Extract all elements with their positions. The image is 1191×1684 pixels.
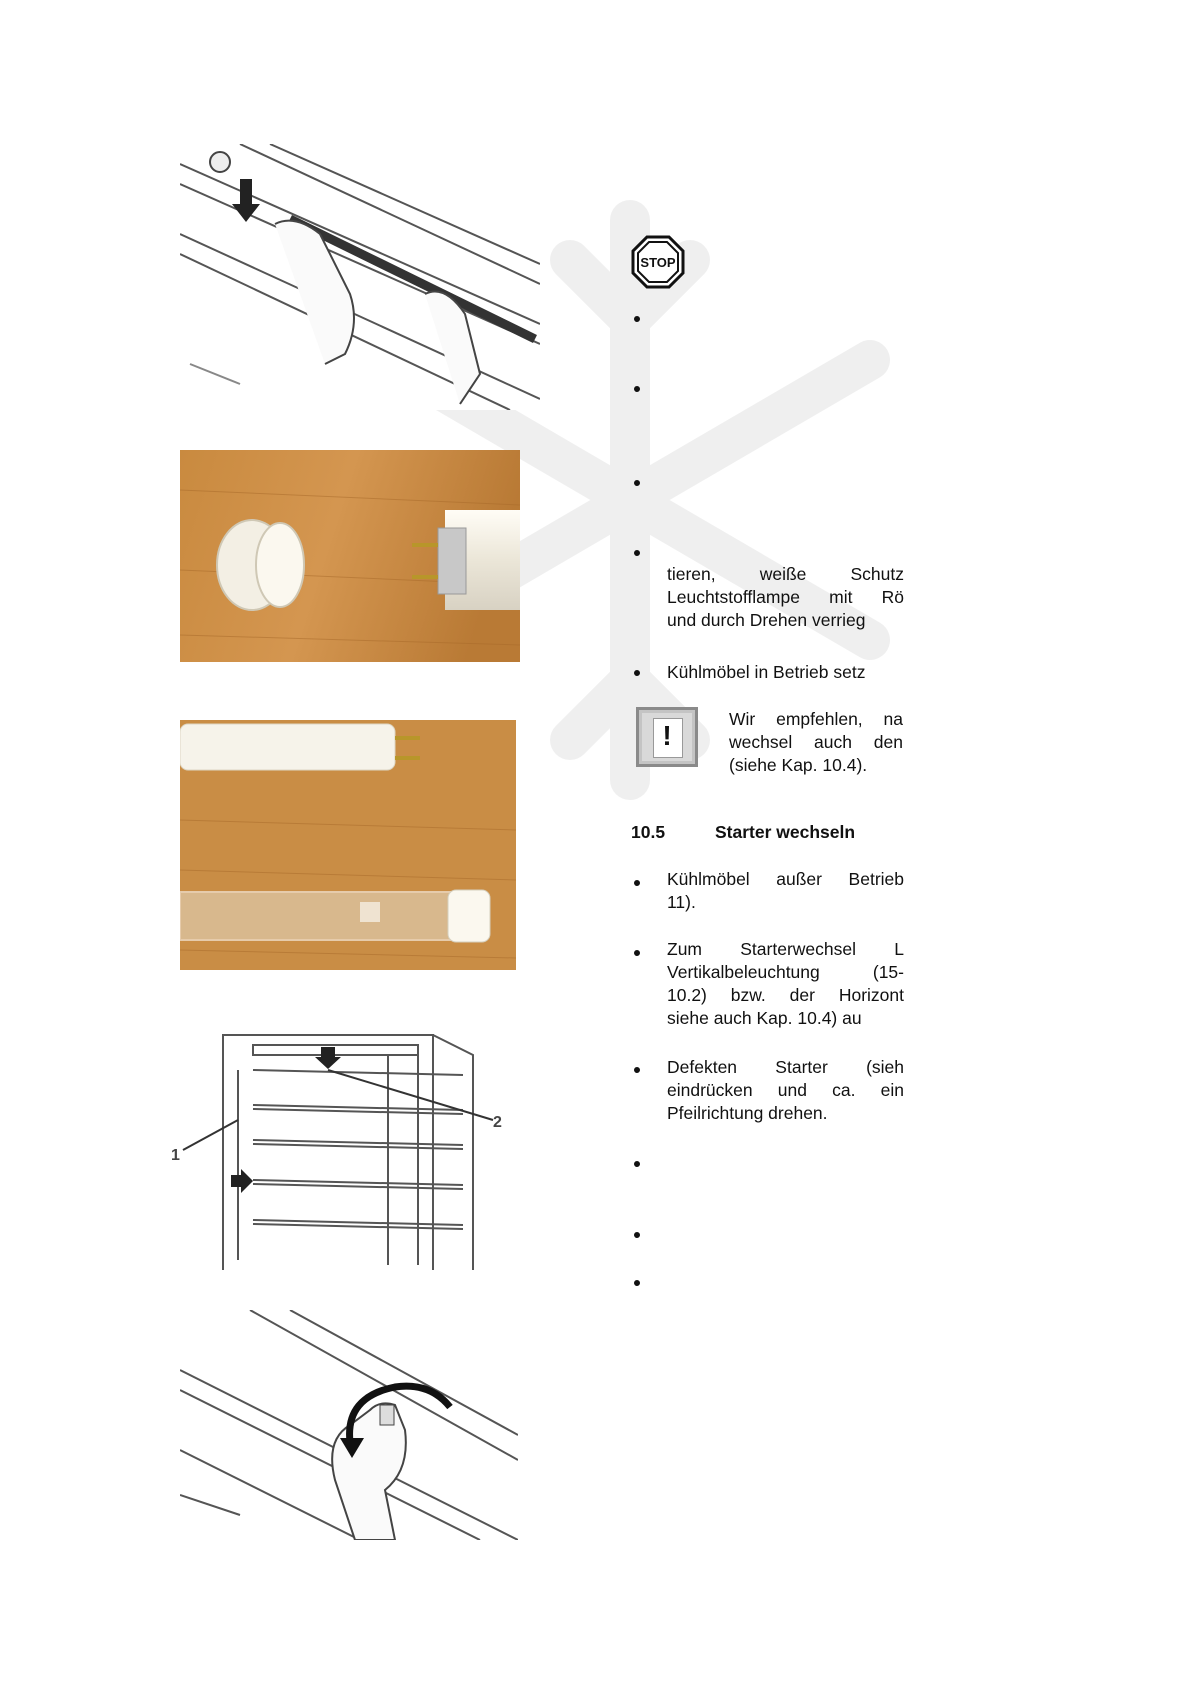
step-reassemble [667, 563, 904, 638]
figure-cabinet-diagram [163, 1025, 503, 1270]
exclamation-icon [636, 707, 698, 767]
bullet [634, 950, 640, 956]
step-line: siehe auch Kap. 10.4) au [667, 1008, 862, 1028]
section-title: Starter wechseln [715, 822, 856, 842]
step-start-cabinet [667, 661, 904, 687]
step-line: Zum Starterwechsel L [667, 939, 904, 959]
bullet [634, 550, 640, 556]
note-line: (siehe Kap. 10.4). [729, 755, 868, 775]
stop-label: STOP [640, 255, 676, 270]
figure-remove-tube [180, 144, 540, 410]
note-text [729, 708, 903, 780]
figure-end-cap-photo [180, 450, 520, 662]
bullet [634, 480, 640, 486]
section-number: 10.5 [631, 822, 666, 842]
step-starter-access [667, 938, 904, 1033]
step-line: Leuchtstofflampe mit Rö [667, 587, 904, 607]
step-line: und durch Drehen verrieg [667, 610, 866, 630]
exclamation-mark: ! [662, 720, 672, 751]
step-line: Vertikalbeleuchtung (15- [667, 962, 904, 982]
stop-sign-icon [631, 235, 685, 289]
bullet [634, 1280, 640, 1286]
step-line: Kühlmöbel in Betrieb setz [667, 662, 866, 682]
bullet [634, 670, 640, 676]
figure-turn-starter [180, 1310, 518, 1540]
figure-tube-sleeve-photo [180, 720, 516, 970]
bullet [634, 316, 640, 322]
note-line: Wir empfehlen, na [729, 709, 903, 729]
bullet [634, 386, 640, 392]
callout-label-2: 2 [493, 1114, 502, 1131]
bullet [634, 880, 640, 886]
bullet [634, 1067, 640, 1073]
step-line: Defekten Starter (sieh [667, 1057, 904, 1077]
bullet [634, 1161, 640, 1167]
step-line: tieren, weiße Schutz [667, 564, 904, 584]
bullet [634, 1232, 640, 1238]
step-line: Kühlmöbel außer Betrieb [667, 869, 904, 889]
step-line: Pfeilrichtung drehen. [667, 1103, 828, 1123]
step-line: 10.2) bzw. der Horizont [667, 985, 904, 1005]
step-stop-cabinet [667, 868, 904, 916]
callout-label-1: 1 [171, 1147, 180, 1164]
step-line: 11). [667, 892, 696, 912]
step-line: eindrücken und ca. ein [667, 1080, 904, 1100]
note-line: wechsel auch den [729, 732, 903, 752]
step-remove-starter [667, 1056, 904, 1128]
